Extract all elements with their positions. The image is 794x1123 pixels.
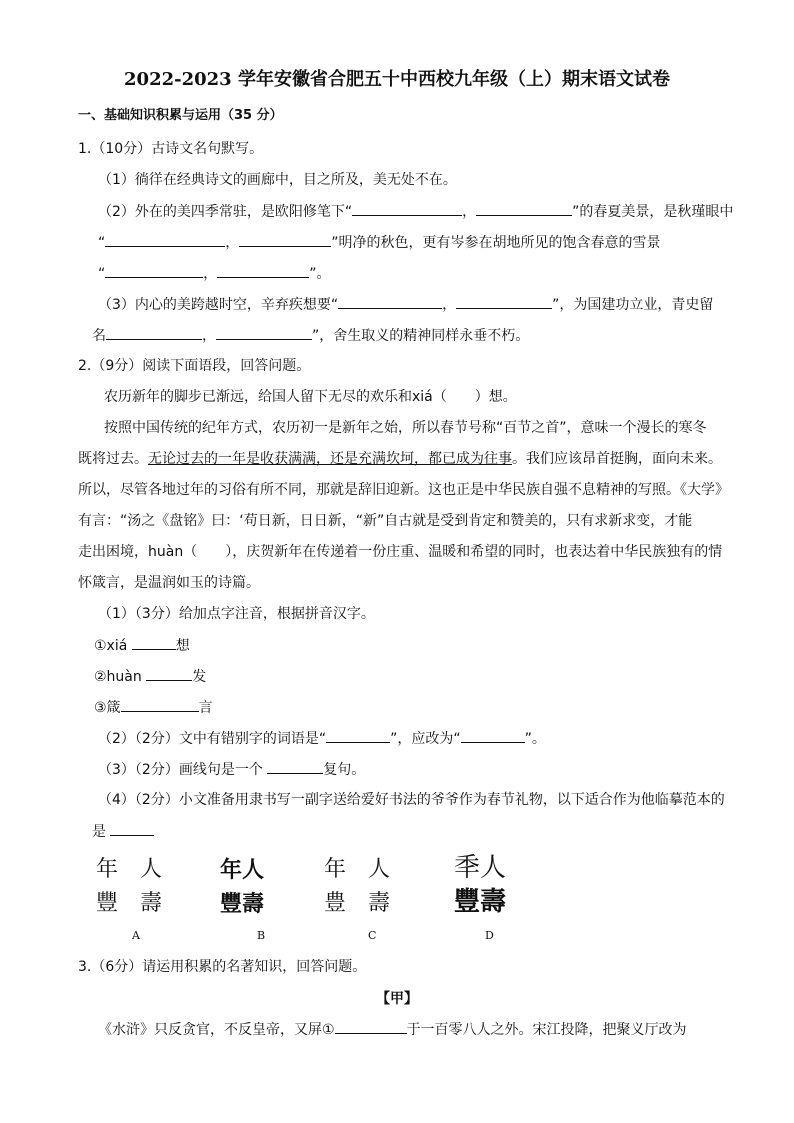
- answer-blank[interactable]: [335, 1019, 407, 1034]
- q2-sub-4-answer: 是: [92, 821, 154, 842]
- calligraphy-b-top: 年人: [220, 857, 265, 883]
- calligraphy-a-bottom: 豐 壽: [96, 891, 163, 916]
- option-label-c: C: [368, 929, 377, 942]
- answer-blank[interactable]: [216, 325, 312, 340]
- calligraphy-c-bottom: 豊 壽: [324, 891, 391, 916]
- answer-blank[interactable]: [105, 263, 203, 278]
- calligraphy-d-bottom: 豐壽: [454, 887, 507, 917]
- answer-blank[interactable]: [110, 821, 154, 836]
- page-title: 2022-2023 学年安徽省合肥五十中西校九年级（上）期末语文试卷: [124, 69, 670, 90]
- passage-line: 走出困境，huàn（ ），庆贺新年在传递着一份庄重、温暖和希望的同时，也表达着中华民族独有的情: [78, 544, 723, 560]
- passage-line: 怀箴言，是温润如玉的诗篇。: [78, 575, 260, 591]
- answer-blank[interactable]: [461, 728, 525, 743]
- answer-blank[interactable]: [456, 294, 552, 309]
- question-3-stem: 3.（6分）请运用积累的名著知识，回答问题。: [78, 959, 367, 975]
- answer-blank[interactable]: [146, 666, 192, 681]
- q3-passage-line: 《水浒》只反贪官，不反皇帝，又屏① 于一百零八人之外。宋江投降，把聚义厅改为: [98, 1019, 687, 1040]
- q2-sub-4: （4）（2分）小文准备用隶书写一副字送给爱好书法的爷爷作为春节礼物，以下适合作为他临摹范本的: [98, 792, 725, 808]
- passage-line: 按照中国传统的纪年方式，农历初一是新年之始，所以春节号称“百节之首”，意味一个漫长的寒冬: [104, 420, 707, 436]
- option-label-b: B: [257, 929, 266, 942]
- q2-sub-1: （1）（3分）给加点字注音，根据拼音汉字。: [98, 606, 375, 622]
- q1-item-2-line3: “ ， ”。: [98, 263, 331, 284]
- answer-blank[interactable]: [132, 635, 176, 650]
- passage-line: 有言：“汤之《盘铭》曰：‘苟日新，日日新，“新”自古就是受到肯定和赞美的，只有求新求变，才能: [78, 513, 693, 529]
- passage-line: 所以，尽管各地过年的习俗有所不同，那就是辞旧迎新。这也正是中华民族自强不息精神的写照。《大学》: [78, 482, 729, 498]
- calligraphy-d-top: 秊人: [454, 853, 507, 883]
- calligraphy-c-top: 年 人: [324, 857, 391, 882]
- calligraphy-a-top: 年 人: [96, 857, 163, 882]
- q1-item-1: （1）徜徉在经典诗文的画廊中，目之所及，美无处不在。: [98, 172, 457, 188]
- underlined-sentence: 无论过去的一年是收获满满，还是充满坎坷，都已成为往事: [148, 451, 512, 467]
- answer-blank[interactable]: [267, 759, 323, 774]
- q1-item-3-line2: 名 ， ”，舍生取义的精神同样永垂不朽。: [92, 325, 529, 346]
- answer-blank[interactable]: [106, 325, 202, 340]
- question-2-stem: 2.（9分）阅读下面语段，回答问题。: [78, 358, 311, 374]
- question-1-stem: 1.（10分）古诗文名句默写。: [78, 141, 264, 157]
- q2-opt-2: ②huàn 发: [94, 666, 206, 687]
- q2-opt-1: ①xiá 想: [94, 635, 190, 656]
- q2-sub-2: （2）（2分）文中有错别字的词语是“ ”，应改为“ ”。: [98, 728, 546, 749]
- answer-blank[interactable]: [239, 232, 331, 247]
- option-label-d: D: [485, 929, 494, 942]
- q1-item-2-line1: （2）外在的美四季常驻，是欧阳修笔下“ ， ”的春夏美景，是秋瑾眼中: [98, 201, 733, 222]
- answer-blank[interactable]: [338, 294, 442, 309]
- q2-sub-3: （3）（2分）画线句是一个 复句。: [98, 759, 365, 780]
- q1-item-2-line2: “ ， ”明净的秋色，更有岑参在胡地所见的饱含春意的雪景: [98, 232, 661, 253]
- answer-blank[interactable]: [105, 232, 225, 247]
- calligraphy-samples: [88, 853, 538, 942]
- q2-opt-3: ③箴 言: [94, 697, 213, 718]
- answer-blank[interactable]: [326, 728, 390, 743]
- section-heading: 一、基础知识积累与运用（35 分）: [78, 108, 283, 123]
- answer-blank[interactable]: [217, 263, 309, 278]
- q1-item-3-line1: （3）内心的美跨越时空，辛弃疾想要“ ， ”，为国建功立业，青史留: [98, 294, 713, 315]
- passage-line: 既将过去。无论过去的一年是收获满满，还是充满坎坷，都已成为往事。我们应该昂首挺胸，面向未来。: [78, 451, 722, 467]
- passage-line: 农历新年的脚步已渐远，给国人留下无尽的欢乐和xiá（ ）想。: [104, 389, 517, 405]
- option-label-a: A: [132, 929, 140, 942]
- calligraphy-b-bottom: 豐壽: [220, 891, 265, 917]
- answer-blank[interactable]: [476, 201, 572, 216]
- answer-blank[interactable]: [121, 697, 199, 712]
- answer-blank[interactable]: [352, 201, 462, 216]
- passage-label: 【甲】: [376, 991, 418, 1007]
